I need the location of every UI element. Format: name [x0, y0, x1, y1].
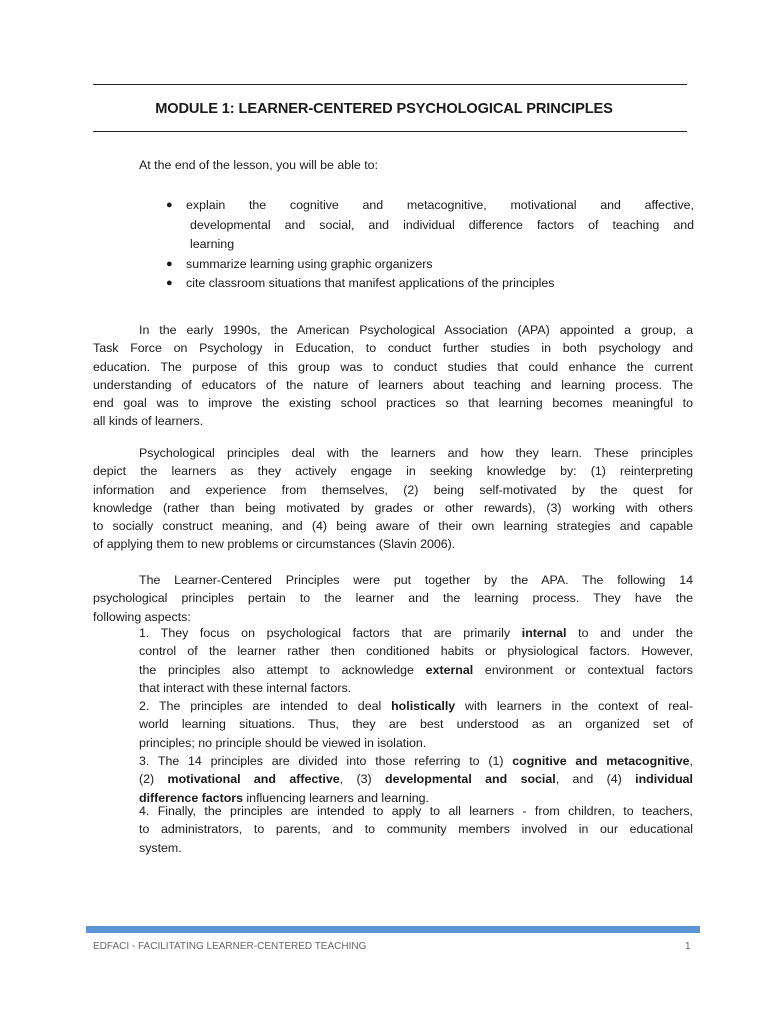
text-segment: with learners in the context of real-: [455, 699, 693, 713]
text-segment: 4. Finally, the principles are intended to apply to all learners - from children, to teachers,: [139, 804, 693, 818]
text-segment: (2): [139, 772, 168, 787]
text-line: [139, 624, 693, 642]
text-segment: end goal was to improve the existing school practices so that learning becomes meaningful to: [93, 396, 693, 411]
text-line: [93, 481, 693, 499]
text-line: [139, 839, 693, 857]
text-segment: psychological principles pertain to the learner and the learning process. They have the: [93, 591, 693, 606]
text-segment: , (3): [339, 772, 385, 787]
bullet-icon: ●: [166, 257, 173, 270]
title-underline-rule: [93, 131, 687, 132]
text-segment: all kinds of learners.: [93, 414, 204, 429]
text-segment: 1. They focus on psychological factors that are primarily: [139, 626, 522, 640]
paragraph-learner-centered-principles: [93, 571, 693, 626]
text-segment: to socially construct meaning, and (4) being aware of their own learning strategies and capable: [93, 519, 693, 534]
text-line: [139, 642, 693, 660]
text-segment: principles; no principle should be viewed in isolation.: [139, 735, 427, 750]
objectives-intro: At the end of the lesson, you will be able to:: [139, 158, 379, 172]
bold-term: motivational and affective: [167, 772, 340, 787]
bold-term: internal: [521, 626, 567, 640]
text-line: [93, 499, 693, 517]
text-segment: the principles also attempt to acknowledge: [139, 662, 426, 677]
text-line: [139, 802, 693, 820]
aspect-item-2: [139, 697, 693, 752]
bold-term: external: [425, 662, 474, 677]
bold-term: difference factors: [139, 790, 243, 805]
text-line: [93, 444, 693, 462]
objective-item: [166, 255, 694, 275]
text-segment: system.: [139, 840, 182, 855]
objectives-list: [166, 196, 694, 294]
top-rule: [93, 84, 687, 85]
text-line: [139, 752, 693, 770]
text-line: [93, 589, 693, 607]
text-segment: , and (4): [555, 772, 636, 787]
text-line: [93, 358, 693, 376]
text-line: [139, 734, 693, 752]
text-segment: Task Force on Psychology in Education, to conduct further studies in both psychology and: [93, 341, 693, 356]
text-segment: environment or contextual factors: [473, 662, 693, 677]
text-line: [139, 679, 693, 697]
text-segment: 2. The principles are intended to deal: [139, 699, 392, 713]
footer-course-title: EDFACI - FACILITATING LEARNER-CENTERED TEACHING: [93, 941, 367, 952]
text-line: [93, 462, 693, 480]
bold-term: individual: [635, 772, 693, 787]
text-segment: In the early 1990s, the American Psychological Association (APA) appointed a group, a: [139, 323, 693, 337]
bold-term: holistically: [391, 699, 456, 713]
text-line: [139, 697, 693, 715]
objective-line: cite classroom situations that manifest applications of the principles: [186, 276, 555, 291]
text-line: [93, 376, 693, 394]
text-segment: The Learner-Centered Principles were put together by the APA. The following 14: [139, 573, 693, 587]
text-segment: understanding of educators of the nature of learners about teaching and learning process. The: [93, 377, 693, 392]
text-line: [139, 715, 693, 733]
module-title: MODULE 1: LEARNER-CENTERED PSYCHOLOGICAL PRINCIPLES: [155, 101, 613, 117]
paragraph-psychological-principles: [93, 444, 693, 554]
text-line: [93, 535, 693, 553]
bold-term: cognitive and metacognitive: [512, 754, 690, 768]
text-segment: ,: [689, 754, 693, 768]
aspect-item-3: [139, 752, 693, 807]
text-line: [93, 321, 693, 339]
paragraph-apa-task-force: [93, 321, 693, 431]
text-segment: Psychological principles deal with the learners and how they learn. These principles: [139, 446, 693, 460]
text-line: [139, 661, 693, 679]
text-segment: information and experience from themselves, (2) being self-motivated by the quest for: [93, 482, 693, 497]
objective-line: summarize learning using graphic organizers: [186, 256, 433, 271]
text-segment: of applying them to new problems or circumstances (Slavin 2006).: [93, 537, 456, 552]
bold-term: developmental and social: [385, 772, 556, 787]
text-segment: education. The purpose of this group was to conduct studies that could enhance the current: [93, 359, 693, 374]
objective-item: [166, 274, 694, 294]
text-segment: that interact with these internal factors.: [139, 680, 352, 695]
page-number: 1: [685, 941, 691, 952]
text-segment: influencing learners and learning.: [242, 790, 429, 805]
text-segment: world learning situations. Thus, they are best understood as an organized set of: [139, 717, 693, 732]
text-segment: to administrators, to parents, and to community members involved in our educational: [139, 822, 693, 837]
footer-bar: [86, 926, 700, 933]
text-line: [93, 339, 693, 357]
text-line: [139, 820, 693, 838]
text-segment: 3. The 14 principles are divided into those referring to (1): [139, 754, 513, 768]
text-segment: following aspects:: [93, 609, 191, 624]
aspect-item-1: [139, 624, 693, 697]
text-segment: depict the learners as they actively engage in seeking knowledge by: (1) reinterpreting: [93, 464, 693, 479]
text-segment: control of the learner rather then conditioned habits or physiological factors. However,: [139, 644, 693, 659]
bullet-icon: ●: [166, 199, 173, 211]
objective-item: [166, 196, 694, 255]
aspect-item-4: [139, 802, 693, 857]
text-line: [93, 394, 693, 412]
text-line: [93, 517, 693, 535]
text-line: [139, 770, 693, 788]
objective-line: developmental and social, and individual difference factors of teaching and: [190, 217, 694, 232]
objective-line: learning: [190, 237, 235, 252]
text-segment: to and under the: [566, 626, 693, 640]
text-line: [93, 412, 693, 430]
bullet-icon: ●: [166, 277, 173, 290]
text-line: [93, 571, 693, 589]
objective-line: explain the cognitive and metacognitive, motivational and affective,: [186, 198, 694, 212]
text-segment: knowledge (rather than being motivated by grades or other rewards), (3) working with others: [93, 500, 693, 515]
